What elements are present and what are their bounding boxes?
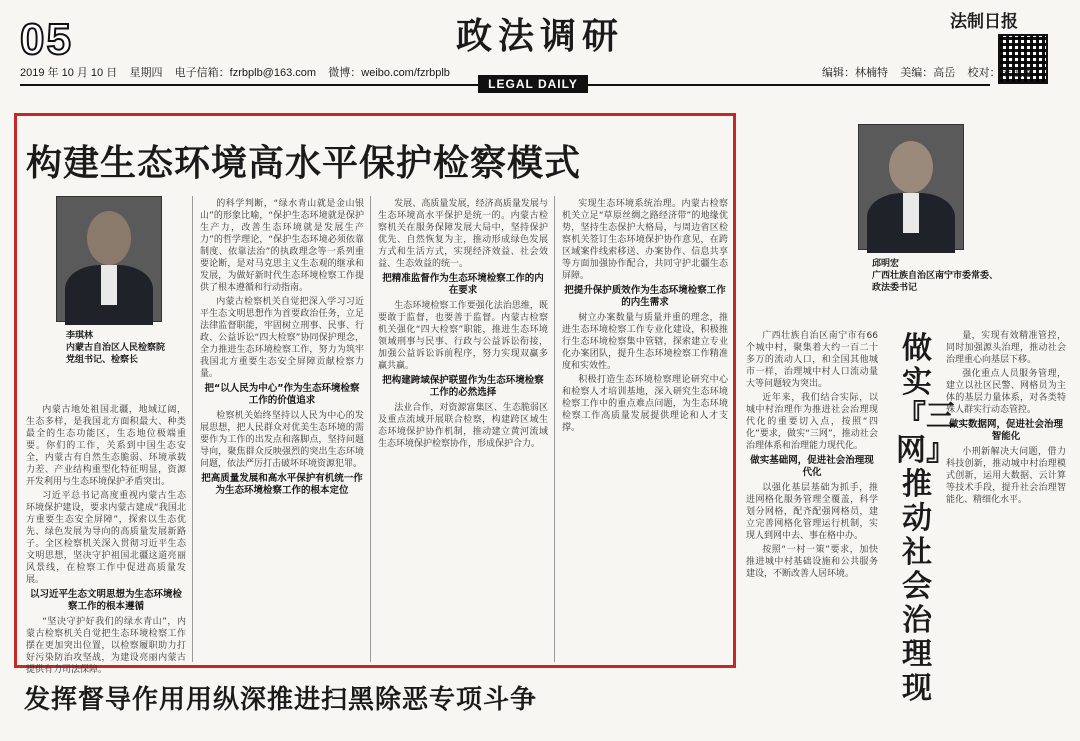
subhead: 把提升保护质效作为生态环境检察工作的内生需求: [564, 285, 726, 308]
author-photo: [56, 196, 162, 322]
staff-line: 编辑：林楠特 美编：高岳 校对：宋玉莲: [822, 67, 1034, 79]
date-line: 2019 年 10 月 10 日 星期四 电子信箱：fzrbplb@163.com 微博：weibo.com/fzrbplb: [20, 67, 450, 79]
paper-name: 法制日报: [950, 12, 1018, 32]
legal-daily-banner: LEGAL DAILY: [478, 75, 588, 93]
paragraph: 检察机关始终坚持以人民为中心的发展思想，把人民群众对优美生态环境的需要作为工作的出发点和落脚点，坚持问题导向，聚焦群众反映强烈的突出生态环境问题，依法严厉打击破坏环境资源犯罪。: [200, 411, 364, 469]
subhead: 把高质量发展和高水平保护有机统一作为生态环境检察工作的根本定位: [201, 473, 363, 496]
paragraph: “坚决守护好我们的绿水青山”，内蒙古检察机关自觉把生态环境检察工作摆在更加突出位置，以检察履职助力打好污染防治攻坚战，为建设亮丽内蒙古提供有力司法保障。: [26, 617, 186, 675]
column-divider: [554, 196, 555, 662]
article-column-4: [562, 198, 728, 662]
paragraph: 近年来，我们结合实际，以城中村治理作为推进社会治理现代化的重要切入点，按照“四化”要求，做实“三网”，推动社会治理体系和治理能力现代化。: [746, 393, 878, 451]
subhead: 以习近平生态文明思想为生态环境检察工作的根本遵循: [29, 589, 182, 612]
paragraph: 内蒙古地处祖国北疆，地域辽阔，生态多样，是我国北方面积最大、种类最全的生态功能区，生态地位极端重要。你们的工作，关系到中国生态安全，内蒙古有自然生态脆弱、环境承载力差、产业结构重型化特征明显，资源开发利用与生态环境保护矛盾突出。: [26, 405, 186, 487]
paragraph: 广西壮族自治区南宁市有66个城中村，聚集着大约一百二十多万的流动人口，和全国其他城市一样，治理城中村人口流动量大等问题较为突出。: [746, 331, 878, 389]
side-author-title: 广西壮族自治区南宁市委常委、 政法委书记: [872, 271, 999, 293]
author-name: 李琪林: [66, 331, 94, 341]
column-divider: [370, 196, 371, 662]
subhead: 做实基础网，促进社会治理现代化: [750, 455, 874, 478]
main-headline: 构建生态环境高水平保护检察模式: [26, 143, 582, 184]
paragraph: 的科学判断，“绿水青山就是金山银山”的形象比喻，“保护生态环境就是保护生产力，改善生态环境就是发展生产力”的哲学理论，“保护生态环境必须依靠制度、依靠法治”的执政理念等一系列重要论断，是对马克思主义生态观的继承和发展，为做好新时代生态环境检察工作提供了根本遵循和行动指南。: [200, 199, 364, 293]
bottom-headline: 发挥督导作用用纵深推进扫黑除恶专项斗争: [24, 685, 538, 715]
page-number: 05: [20, 15, 73, 64]
subhead: 把“以人民为中心”作为生态环境检察工作的价值追求: [204, 383, 360, 406]
paragraph: 生态环境检察工作要强化法治思维，既要敢于监督，也要善于监督。内蒙古检察机关强化“四大检察”职能，推进生态环境领域刑事与民事、行政与公益诉讼衔接，加强公益诉讼诉前程序，努力实现双赢多赢共赢。: [378, 301, 548, 371]
article-column-2: [200, 198, 364, 662]
paragraph: 实现生态环境系统治理。内蒙古检察机关立足“草原丝绸之路经济带”的地缘优势，坚持生态保护大格局，与周边省区检察机关签订生态环境保护协作意见，在跨区域案件线索移送、办案协作、信息共享等方面加强协作配合，共同守护北疆生态屏障。: [562, 199, 728, 281]
paragraph: 积极打造生态环境检察理论研究中心和检察人才培训基地，深入研究生态环境检察工作中的重点难点问题，为生态环境检察工作高质量发展提供理论和人才支撑。: [562, 375, 728, 433]
paragraph: 发展、高质量发展，经济高质量发展与生态环境高水平保护是统一的。内蒙古检察机关在服务保障发展大局中，坚持保护优先、自然恢复为主，推动形成绿色发展方式和生活方式，实现经济效益、社会效益、生态效益的统一。: [378, 199, 548, 269]
paragraph: 以强化基层基础为抓手，推进网格化服务管理全覆盖，科学划分网格，配齐配强网格员，建立完善网格化管理运行机制，实现人到网中去、事在格中办。: [746, 483, 878, 541]
section-title: 政法调研: [455, 15, 624, 57]
paragraph: 树立办案数量与质量并重的理念，推进生态环境检察工作专业化建设，积极推行生态环境检察集中管辖，探索建立专业化办案团队，提升生态环境检察工作精准度和实效性。: [562, 313, 728, 371]
subhead: 把精准监督作为生态环境检察工作的内在要求: [382, 273, 544, 296]
side-author-name: 邱明宏: [872, 259, 900, 269]
article-column-1: [26, 404, 186, 675]
article-column-3: [378, 198, 548, 662]
paragraph: 量，实现有效精准管控，同时加强源头治理，推动社会治理重心向基层下移。: [946, 331, 1066, 365]
subhead: 做实数据网，促进社会治理智能化: [948, 419, 1063, 442]
subhead: 把构建跨域保护联盟作为生态环境检察工作的必然选择: [382, 375, 544, 398]
paragraph: 强化重点人员服务管理，建立以社区民警、网格员为主体的基层力量体系，对各类特殊人群实行动态管控。: [946, 369, 1066, 415]
side-author-photo: [858, 124, 964, 250]
side-column-a: [746, 330, 878, 736]
paragraph: 小刑新解决大问题，借力科技创新，推动城中村治理模式创新，运用大数据、云计算等技术手段，提升社会治理智能化、精细化水平。: [946, 447, 1066, 505]
paragraph: 法业合作，对资源富集区、生态脆弱区及重点流域开展联合检察，构建跨区域生态环境保护协作机制，推动建立黄河流域生态环境保护检察协作，形成保护合力。: [378, 403, 548, 449]
side-vertical-headline: 做实『三网』推动社会治理现: [896, 331, 956, 706]
paragraph: 习近平总书记高度重视内蒙古生态环境保护建设，要求内蒙古建成“我国北方重要生态安全屏障”，探索以生态优先、绿色发展为导向的高质量发展新路子。全区检察机关深入贯彻习近平生态文明思想，坚决守护祖国北疆这道亮丽风景线，在检察工作中促进高质量发展。: [26, 491, 186, 585]
paragraph: 内蒙古检察机关自觉把深入学习习近平生态文明思想作为首要政治任务，立足法律监督职能，牢固树立刑事、民事、行政、公益诉讼“四大检察”协同保护理念，全力推进生态环境检察工作，努力为筑牢我国北方重要生态安全屏障贡献检察力量。: [200, 297, 364, 379]
paragraph: 按照“一村一策”要求，加快推进城中村基础设施和公共服务建设，不断改善人居环境。: [746, 545, 878, 579]
column-divider: [192, 196, 193, 662]
side-column-b: [946, 330, 1066, 736]
author-title: 内蒙古自治区人民检察院 党组书记、检察长: [66, 343, 166, 365]
